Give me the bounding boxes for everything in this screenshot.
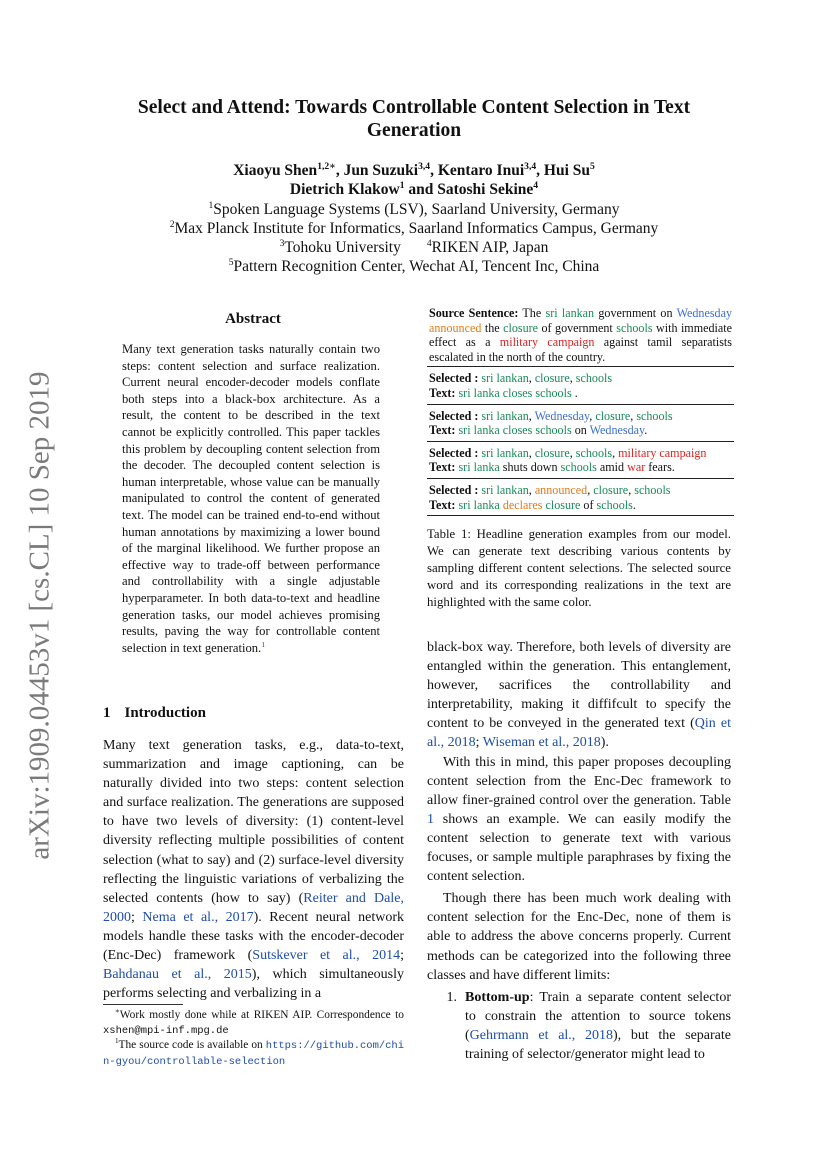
paragraph [427, 753, 731, 887]
highlight-red: military campaign [499, 335, 595, 350]
text-line [429, 386, 732, 401]
author-sup: 1,2∗ [317, 160, 336, 172]
author-name: Jun Suzuki [343, 162, 419, 179]
arxiv-stamp [20, 365, 60, 865]
paragraph: Though there has been much work dealing with content selection for the Enc-Dec, none of them is able to address the above concerns properly. Current methods can be categorized into the following three classes and have different limits: [427, 891, 731, 983]
highlight-orange: declares [502, 497, 543, 512]
citation-link[interactable]: Wiseman et al., 2018 [482, 735, 601, 751]
highlight-green: closure [593, 482, 629, 497]
highlight-green: closure [534, 445, 570, 460]
list-item [427, 988, 731, 1064]
text-run: With this in mind, this paper proposes decoupling content selection from the Enc-Dec framework to allow finer-grained control over the generation. Table [427, 754, 731, 808]
text-run: , [528, 408, 535, 423]
affiliation-text: Pattern Recognition Center, Wechat AI, Tencent Inc, China [233, 258, 600, 275]
author-name: Dietrich Klakow [289, 181, 400, 198]
citation-link[interactable]: Sutskever et al., 2014 [252, 948, 401, 964]
highlight-green: sri lankan [481, 408, 529, 423]
author-sup: 4 [533, 179, 539, 191]
text-run: with immediate effect as a [429, 320, 732, 350]
highlight-blue: Wednesday [589, 423, 645, 438]
author-name: Xiaoyu Shen [233, 162, 318, 179]
citation-link[interactable]: Bahdanau et al., 2015 [103, 967, 252, 983]
author-sup: 5 [590, 160, 595, 172]
affiliation-sup: 2 [169, 218, 175, 230]
highlight-green: sri lankan [481, 371, 529, 386]
paper-title: Select and Attend: Towards Controllable Content Selection in Text Generation [137, 97, 691, 141]
text-run: . [632, 497, 636, 512]
text-run: the [481, 320, 504, 335]
text-run: The [522, 306, 546, 320]
highlight-green: sri lankan [545, 306, 595, 320]
text-run: , [612, 445, 619, 460]
text-run: government on [594, 306, 677, 320]
text-run: , [630, 408, 637, 423]
selected-label: Selected : [429, 408, 479, 423]
affiliation [90, 238, 738, 257]
text-run: , [589, 408, 596, 423]
left-column [103, 736, 404, 1003]
author-name: Hui Su [543, 162, 590, 179]
text-run: ). [600, 735, 609, 751]
text-run: fears. [645, 460, 675, 475]
text-run: . [644, 423, 648, 438]
highlight-green: schools [596, 497, 633, 512]
affiliation-sup: 3 [279, 237, 285, 249]
footnote-mark: ∗ [115, 1007, 120, 1016]
selected-line [429, 446, 732, 461]
table-row [427, 366, 734, 403]
highlight-blue: Wednesday [534, 408, 590, 423]
highlight-green: schools [636, 408, 673, 423]
arxiv-id: arXiv:1909.04453v1 [cs.CL] 10 Sep 2019 [23, 370, 56, 860]
citation-link[interactable]: Qin et al., 2018 [427, 716, 731, 751]
selected-label: Selected : [429, 445, 479, 460]
highlight-green: sri lanka closes schools [458, 423, 572, 438]
table-row [427, 404, 734, 441]
affiliation-sup: 4 [426, 237, 432, 249]
abstract-heading: Abstract [225, 311, 281, 327]
text-run: , [528, 371, 535, 386]
source-label: Source Sentence: [429, 306, 519, 320]
email-link[interactable]: xshen@mpi-inf.mpg.de [103, 1024, 229, 1037]
text-label: Text: [429, 460, 456, 475]
highlight-green: sri lanka [458, 497, 500, 512]
author-sep: and [404, 181, 438, 198]
text-run: amid [596, 460, 628, 475]
author-sup: 3,4 [418, 160, 431, 172]
affiliation [90, 219, 738, 238]
text-run: , [569, 445, 576, 460]
table-row [427, 441, 734, 478]
text-run: ), which simultaneously performs selecting and verbalizing in a [103, 967, 404, 1002]
text-run: : Train a separate content selector to constrain the attention to source tokens ( [465, 990, 731, 1044]
footnotes [103, 1008, 404, 1069]
footnote [103, 1038, 404, 1069]
highlight-orange: announced [534, 482, 588, 497]
author-line-2 [90, 180, 738, 199]
text-run: , [528, 445, 535, 460]
text-run: . [571, 385, 578, 400]
text-run: , [587, 482, 594, 497]
text-run: of [580, 497, 597, 512]
text-run: shuts down [499, 460, 561, 475]
text-run: ), but the separate training of selector/generator might lead to [465, 1028, 732, 1063]
citation-link[interactable]: Reiter and Dale, 2000 [103, 890, 404, 925]
author-sep: , [536, 162, 544, 179]
text-run: shows an example. We can easily modify the content selection to generate text with various focuses, or sample multiple paraphrases by fixing the content selection. [427, 811, 731, 885]
highlight-red: war [627, 460, 646, 475]
text-run: ; [475, 735, 483, 751]
table-caption: Table 1: Headline generation examples from our model. We can generate text describing various contents by sampling different content selections. The selected source word and its corresponding realizations in the text are highlighted with the same color. [427, 527, 731, 609]
text-run: of government [538, 320, 617, 335]
affiliation-sup: 1 [208, 199, 214, 211]
selected-label: Selected : [429, 371, 479, 386]
text-run: black-box way. Therefore, both levels of diversity are entangled within the generation. This entanglement, however, sacrifices the controllability and interpretability, making it diffifcult to specify the content to be conveyed in the generated text ( [427, 640, 731, 732]
text-run: Many text generation tasks, e.g., data-to-text, summarization and image captioning, can be naturally divided into two steps: content selection and surface realization. The generations are supposed to have two levels of diversity: (1) content-level diversity reflecting multiple possibilities of content selection (what to say) and (2) surface-level diversity reflecting the linguistic variations of verbalizing the selected contents (how to say) ( [103, 738, 404, 906]
author-line-1 [90, 161, 738, 180]
author-name: Kentaro Inui [437, 162, 525, 179]
text-line [429, 423, 732, 438]
highlight-green: closure [503, 320, 539, 335]
text-run: ; [131, 909, 143, 925]
footnote-ref-link[interactable]: 1 [261, 639, 266, 649]
text-run: , [528, 482, 535, 497]
highlight-green: sri lankan [481, 445, 529, 460]
highlight-green: schools [616, 320, 653, 335]
author-list [90, 161, 738, 199]
text-line [429, 460, 732, 475]
highlight-green: closure [595, 408, 631, 423]
footnote-text: Work mostly done while at RIKEN AIP. Correspondence to [119, 1009, 404, 1021]
text-label: Text: [429, 423, 456, 438]
affiliation [90, 200, 738, 219]
footnote [103, 1008, 404, 1038]
highlight-green: schools [634, 482, 671, 497]
text-run: , [628, 482, 635, 497]
right-column [427, 638, 731, 985]
highlight-orange: announced [429, 320, 482, 335]
text-run: ; [400, 948, 404, 964]
citation-link[interactable]: Nema et al., 2017 [142, 909, 254, 925]
highlight-green: schools [575, 445, 613, 460]
affiliation-text: RIKEN AIP, Japan [431, 239, 549, 256]
abstract-text: Many text generation tasks naturally contain two steps: content selection and surface realization. Current neural encoder-decoder models conflate both steps into a black-box architecture. As a result, the content to be described in the text cannot be explicitly controlled. This paper tackles this problem by decoupling content selection from the decoder. The decoupled content selection is human interpretable, whose value can be manually manipulated to control the content of generated text. The model can be trained end-to-end without human annotations by maximizing a lower bound of the marginal likelihood. We further propose an effective way to trade-off between performance and controllability with a single adjustable hyperparameter. In both data-to-text and headline generation tasks, our model achieves promising results, paving the way for controllable content selection in text generation. [122, 342, 380, 655]
text-run: on [571, 423, 590, 438]
highlight-green: schools [575, 371, 613, 386]
affiliation-text: Tohoku University [284, 239, 401, 256]
highlight-green: sri lankan [481, 482, 529, 497]
affiliation-text: Max Planck Institute for Informatics, Saarland Informatics Campus, Germany [174, 220, 659, 237]
list-marker: 1. [446, 990, 457, 1005]
footnote-text: The source code is available on [118, 1039, 266, 1052]
highlight-green: closure [545, 497, 581, 512]
selected-line [429, 371, 732, 386]
text-run: , [569, 371, 576, 386]
selected-label: Selected : [429, 482, 479, 497]
text-run: against tamil separatists escalated in the north of the country. [429, 335, 732, 364]
highlight-green: closure [534, 371, 570, 386]
highlight-green: schools [560, 460, 597, 475]
list-term: Bottom-up [465, 990, 530, 1005]
section-number: 1 [103, 705, 111, 721]
text-run: ). Recent neural network models handle these tasks with the encoder-decoder (Enc-Dec) framework ( [103, 909, 404, 964]
author-sep: , [335, 162, 344, 179]
selected-line [429, 409, 732, 424]
abstract-body [122, 341, 380, 656]
text-label: Text: [429, 385, 456, 400]
footnote-rule [103, 1004, 183, 1005]
affiliations [90, 200, 738, 276]
table-row [427, 478, 734, 516]
paragraph [427, 638, 731, 753]
section-title: Introduction [124, 705, 206, 721]
source-sentence [427, 306, 734, 366]
highlight-red: military campaign [618, 445, 707, 460]
text-line [429, 498, 732, 513]
affiliation [90, 257, 738, 276]
method-list [427, 988, 731, 1064]
author-sup: 3,4 [524, 160, 537, 172]
example-table [427, 306, 734, 516]
highlight-green: sri lanka closes schools [458, 385, 572, 400]
list-body [465, 988, 731, 1064]
paragraph [103, 736, 404, 1003]
affiliation-sup: 5 [228, 256, 234, 268]
affiliation-text: Spoken Language Systems (LSV), Saarland University, Germany [213, 201, 620, 218]
text-label: Text: [429, 497, 456, 512]
selected-line [429, 483, 732, 498]
table-ref-link[interactable]: 1 [427, 811, 434, 827]
section-heading [103, 705, 206, 722]
footnote-mark: 1 [115, 1037, 119, 1046]
highlight-green: sri lanka [458, 460, 500, 475]
author-sup: 1 [399, 179, 405, 191]
highlight-blue: Wednesday [676, 306, 733, 320]
citation-link[interactable]: Gehrmann et al., 2018 [469, 1028, 613, 1044]
author-name: Satoshi Sekine [437, 181, 534, 198]
author-sep: , [430, 162, 438, 179]
url-link[interactable]: https://github.com/chin-gyou/controllable-selection [103, 1040, 404, 1068]
